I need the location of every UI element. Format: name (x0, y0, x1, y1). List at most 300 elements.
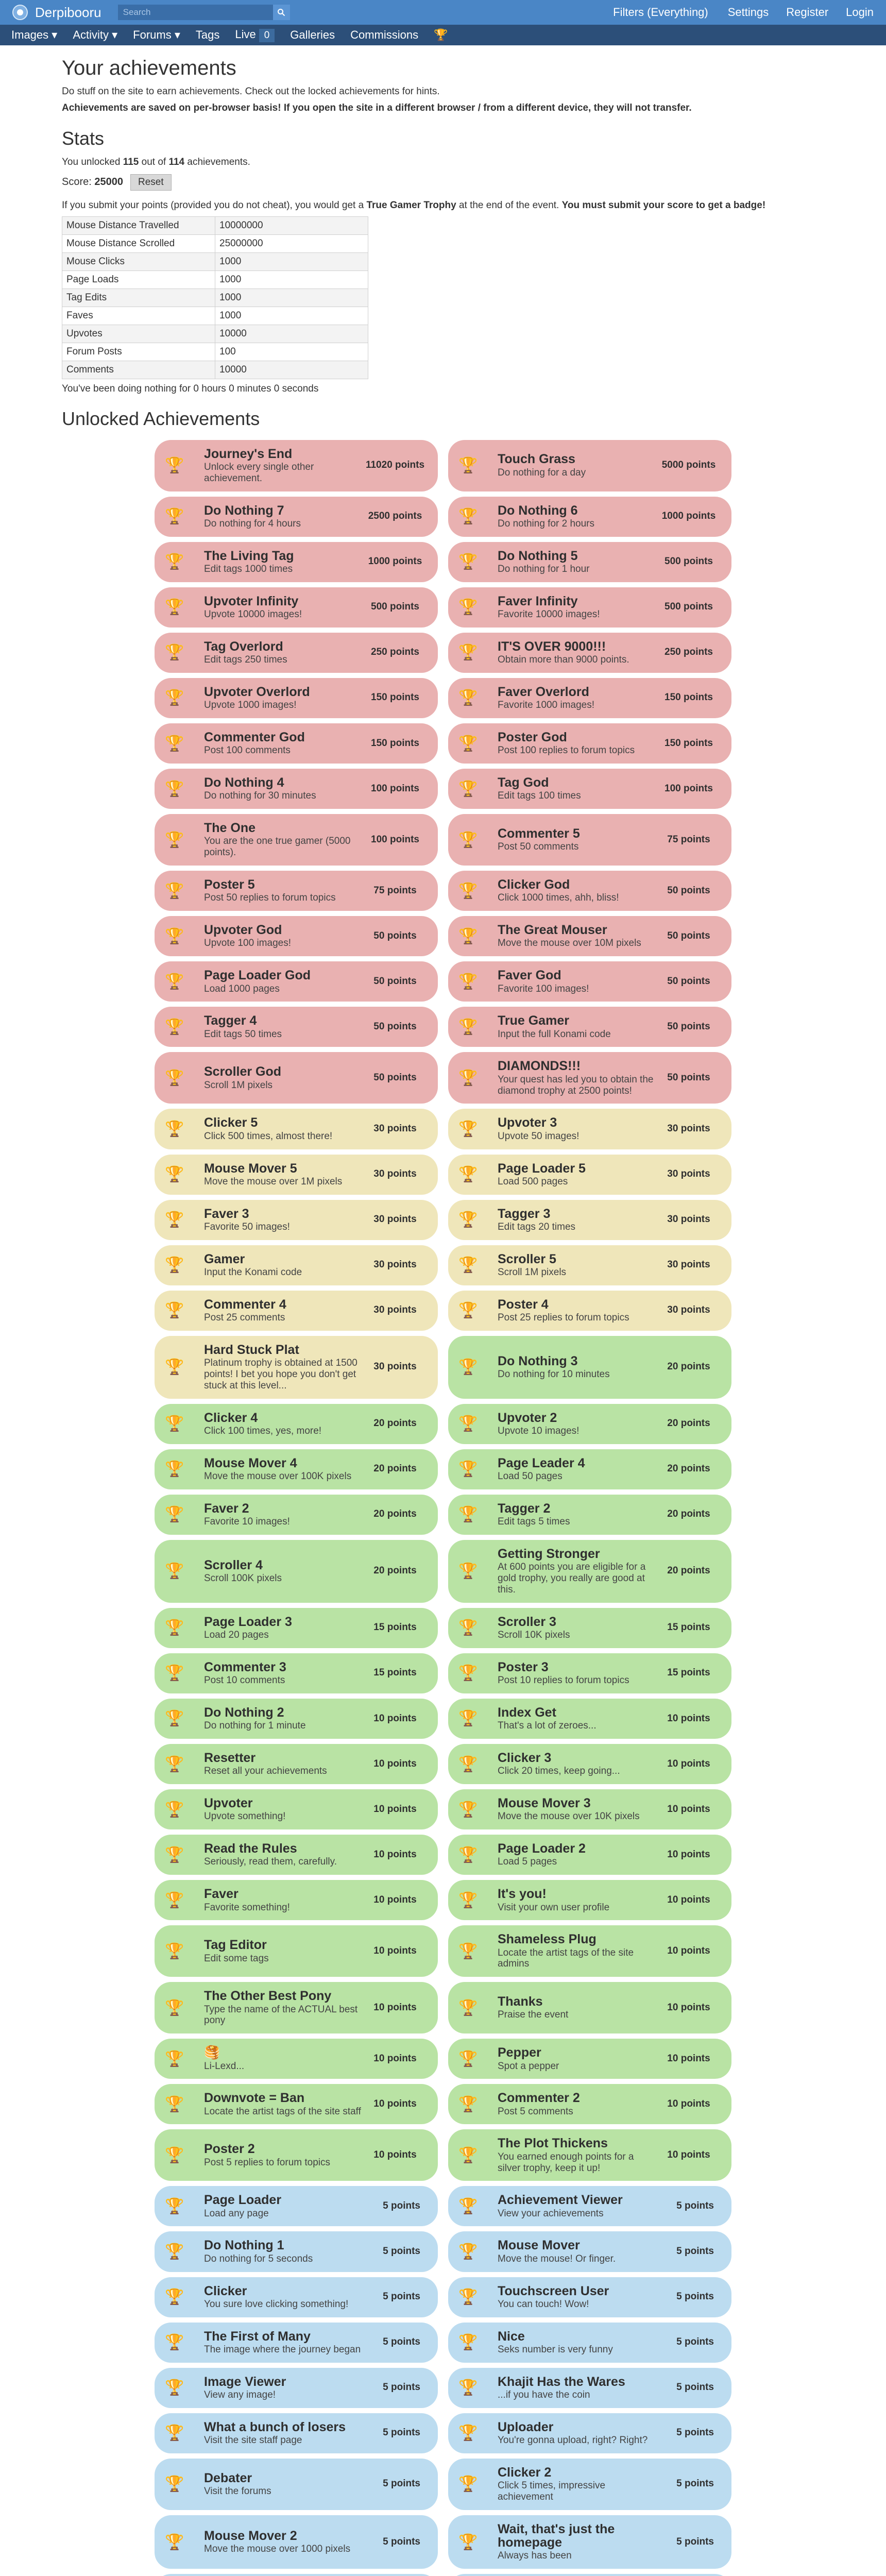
achievement-description: Praise the event (498, 2009, 569, 2021)
trophy-icon: 🏆 (458, 1619, 478, 1637)
achievement-points: 250 points (664, 647, 713, 658)
achievement-card (448, 2574, 731, 2576)
unlocked-pre: You unlocked (62, 157, 123, 168)
trophy-icon: 🏆 (165, 1120, 184, 1138)
achievement-text (204, 731, 362, 756)
achievement-description: You sure love clicking something! (204, 2298, 349, 2310)
achievement-text (498, 1751, 655, 1777)
achievement-card (155, 1200, 438, 1240)
achievement-card (448, 1449, 731, 1489)
achievement-card (155, 1495, 438, 1535)
trophy-icon: 🏆 (165, 2289, 184, 2306)
trophy-icon: 🏆 (165, 1942, 184, 1960)
achievement-description: Locate the artist tags of the site staff (204, 2106, 361, 2117)
achievement-description: Load 1000 pages (204, 983, 280, 994)
achievement-text (204, 821, 362, 858)
achievement-description: You can touch! Wow! (498, 2298, 589, 2310)
achievement-points: 5 points (383, 2246, 420, 2257)
nav-activity[interactable]: Activity ▾ (73, 28, 118, 41)
site-name[interactable]: Derpibooru (35, 4, 101, 20)
achievement-description: Post 100 replies to forum topics (498, 745, 635, 756)
achievement-name: Commenter 3 (204, 1659, 286, 1674)
achievement-name: Tagger 2 (498, 1501, 551, 1516)
achievement-card (448, 1653, 731, 1693)
trophy-icon: 🏆 (458, 1563, 478, 1580)
achievement-points: 5000 points (661, 460, 716, 471)
achievement-description: Do nothing for 1 hour (498, 563, 590, 574)
achievement-name: Shameless Plug (498, 1932, 597, 1947)
achievement-text (498, 827, 655, 853)
achievement-description: Click 100 times, yes, more! (204, 1425, 322, 1436)
trophy-icon: 🏆 (458, 735, 478, 752)
achievement-description: Upvote 50 images! (498, 1130, 580, 1142)
nav-galleries[interactable]: Galleries (290, 28, 335, 41)
achievement-text (204, 1660, 362, 1686)
achievement-points: 10 points (373, 2053, 417, 2064)
achievement-points: 5 points (676, 2536, 714, 2547)
achievement-description: Seks number is very funny (498, 2344, 613, 2355)
achievement-text (498, 1797, 655, 1822)
achievement-name: Faver 3 (204, 1206, 249, 1221)
achievement-text (204, 2330, 362, 2355)
achievement-card (155, 1925, 438, 1977)
achievement-text (204, 776, 362, 802)
achievement-name: Upvoter (204, 1796, 253, 1811)
achievement-name: Page Loader 5 (498, 1161, 586, 1176)
achievement-name: Upvoter God (204, 923, 282, 938)
achievement-card (448, 587, 731, 628)
achievement-points: 15 points (373, 1622, 417, 1633)
intro-warning (62, 101, 824, 115)
achievement-text (204, 2091, 362, 2117)
achievement-text (204, 1014, 362, 1040)
achievement-points: 50 points (667, 1072, 710, 1083)
trophy-icon: 🏆 (458, 1710, 478, 1727)
achievement-text (204, 640, 362, 666)
trophy-icon: 🏆 (165, 689, 184, 707)
achievement-name: Poster God (498, 730, 567, 744)
achievement-card (155, 633, 438, 673)
achievement-card (448, 871, 731, 911)
stats-row (62, 325, 368, 343)
trophy-icon: 🏆 (165, 1506, 184, 1523)
stat-value: 25000000 (215, 234, 368, 252)
achievement-description: Scroll 1M pixels (498, 1266, 567, 1278)
achievement-points: 30 points (373, 1361, 417, 1372)
achievement-card (448, 633, 731, 673)
achievement-points: 10 points (667, 2149, 710, 2160)
achievement-name: The Living Tag (204, 548, 294, 563)
achievement-description: Always has been (498, 2550, 572, 2562)
trophy-icon: 🏆 (165, 2197, 184, 2215)
achievement-name: Clicker 5 (204, 1115, 258, 1130)
trophy-icon: 🏆 (458, 2050, 478, 2067)
achievement-points: 100 points (664, 783, 713, 794)
achievement-name: Achievement Viewer (498, 2193, 623, 2208)
achievement-card (448, 2231, 731, 2272)
achievement-points: 10 points (667, 1894, 710, 1905)
trophy-icon: 🏆 (165, 1563, 184, 1580)
achievement-description: Obtain more than 9000 points. (498, 654, 629, 666)
stat-value: 1000 (215, 289, 368, 307)
header-right-links (613, 6, 874, 19)
achievement-description: Upvote 100 images! (204, 938, 291, 949)
achievement-description: Do nothing for 10 minutes (498, 1368, 610, 1380)
achievement-name: The One (204, 821, 256, 836)
achievement-card (448, 1699, 731, 1739)
achievement-name: Do Nothing 4 (204, 775, 284, 790)
achievement-card (155, 1155, 438, 1195)
achievement-card (448, 1155, 731, 1195)
trophy-icon: 🏆 (165, 2425, 184, 2442)
score-label: Score: (62, 176, 95, 188)
achievement-points: 50 points (373, 975, 417, 987)
achievement-text (498, 1615, 655, 1641)
achievement-text (204, 1252, 362, 1278)
achievement-name: Getting Stronger (498, 1546, 600, 1561)
nav-images[interactable]: Images ▾ (11, 28, 58, 41)
achievement-points: 5 points (676, 2478, 714, 2489)
trophy-icon: 🏆 (165, 644, 184, 662)
achievement-card (155, 2129, 438, 2181)
achievement-points: 20 points (667, 1361, 710, 1372)
trophy-icon: 🏆 (165, 1891, 184, 1909)
achievement-card (448, 1404, 731, 1444)
achievement-description: Load 500 pages (498, 1176, 568, 1187)
achievement-points: 10 points (373, 1758, 417, 1769)
achievement-name: Tag Overlord (204, 639, 283, 654)
achievement-description: Favorite 10000 images! (498, 608, 600, 620)
trophy-icon: 🏆 (458, 1257, 478, 1274)
achievement-name: Uploader (498, 2419, 554, 2434)
register-link[interactable]: Register (786, 6, 829, 19)
achievement-card (155, 871, 438, 911)
stats-row (62, 307, 368, 325)
achievement-points: 50 points (373, 1021, 417, 1032)
achievement-text (498, 1411, 655, 1437)
achievement-card (448, 2368, 731, 2408)
sub-navigation (0, 25, 886, 45)
trophy-icon: 🏆 (458, 1506, 478, 1523)
achievement-description: Move the mouse over 100K pixels (204, 1471, 352, 1482)
nav-commissions[interactable]: Commissions (350, 28, 419, 41)
achievement-text (204, 1343, 362, 1392)
achievement-name: Page Loader (204, 2193, 282, 2208)
achievement-text (204, 1842, 362, 1868)
achievement-card (448, 961, 731, 1002)
reset-button[interactable]: Reset (130, 174, 172, 191)
achievement-name: Wait, that's just the homepage (498, 2521, 615, 2550)
achievement-card (448, 723, 731, 764)
score-display (62, 176, 123, 188)
achievement-card (448, 497, 731, 537)
achievement-description: Do nothing for 1 minute (204, 1720, 306, 1732)
achievement-text (204, 2471, 362, 2497)
achievement-description: Favorite 10 images! (204, 1516, 290, 1528)
achievement-text (498, 640, 655, 666)
achievement-points: 30 points (373, 1123, 417, 1134)
achievement-name: Mouse Mover 3 (498, 1796, 591, 1811)
achievement-text (204, 1162, 362, 1188)
trophy-icon: 🏆 (165, 1755, 184, 1773)
trophy-icon: 🏆 (458, 2533, 478, 2551)
achievement-points: 2500 points (368, 511, 422, 522)
achievement-description: Do nothing for 30 minutes (204, 790, 316, 802)
achievement-card (448, 1880, 731, 1920)
achievement-description: Scroll 10K pixels (498, 1629, 570, 1640)
achievement-card (155, 2039, 438, 2079)
trophy-icon: 🏆 (458, 973, 478, 990)
achievement-name: Page Leader 4 (498, 1455, 585, 1470)
achievement-points: 30 points (667, 1304, 710, 1316)
trophy-icon: 🏆 (458, 457, 478, 474)
achievement-text (204, 1615, 362, 1641)
trophy-icon: 🏆 (165, 2095, 184, 2113)
achievement-text (204, 1065, 362, 1091)
achievement-points: 10 points (373, 1894, 417, 1905)
achievement-description: Li-Lexd... (204, 2060, 245, 2072)
trophy-icon: 🏆 (165, 599, 184, 616)
achievement-card (448, 1109, 731, 1149)
settings-link[interactable]: Settings (727, 6, 769, 19)
achievement-card (155, 2459, 438, 2510)
achievement-description: Move the mouse over 1000 pixels (204, 2544, 351, 2555)
achievement-description: Click 500 times, almost there! (204, 1130, 333, 1142)
achievement-points: 50 points (667, 1021, 710, 1032)
achievement-name: Tag God (498, 775, 549, 790)
achievement-points: 10 points (667, 1849, 710, 1860)
trophy-icon: 🏆 (165, 2476, 184, 2493)
achievement-name: Tagger 4 (204, 1013, 257, 1028)
achievement-points: 10 points (667, 1803, 710, 1815)
trophy-icon: 🏆 (165, 2146, 184, 2164)
stat-value: 1000 (215, 270, 368, 289)
achievement-card (155, 1540, 438, 1603)
achievement-points: 30 points (373, 1259, 417, 1270)
achievement-description: Click 5 times, impressive achievement (498, 2480, 606, 2503)
stat-label: Forum Posts (62, 343, 215, 361)
achievement-description: Move the mouse over 10K pixels (498, 1811, 640, 1822)
trophy-icon: 🏆 (458, 1211, 478, 1229)
search-input[interactable] (118, 5, 272, 20)
achievement-description: The image where the journey began (204, 2344, 361, 2355)
achievement-text (204, 2142, 362, 2168)
achievement-text (498, 1207, 655, 1233)
achievement-card (448, 1245, 731, 1285)
achievement-name: Page Loader 3 (204, 1614, 292, 1629)
achievement-description: Do nothing for 4 hours (204, 518, 301, 529)
achievement-text (498, 1059, 655, 1096)
achievement-card (448, 2515, 731, 2569)
achievement-name: Faver Infinity (498, 594, 578, 608)
achievement-description: Load 5 pages (498, 1856, 557, 1868)
achievement-name: Do Nothing 7 (204, 503, 284, 518)
achievement-points: 20 points (667, 1463, 710, 1475)
stats-row (62, 361, 368, 379)
achievement-text (498, 2522, 655, 2562)
achievement-name: Do Nothing 2 (204, 1705, 284, 1720)
stats-title: Stats (62, 128, 105, 149)
achievement-text (498, 1887, 655, 1913)
achievement-card (448, 1291, 731, 1331)
trophy-icon: 🏆 (165, 1665, 184, 1682)
trophy-icon: 🏆 (458, 2476, 478, 2493)
site-logo-icon[interactable] (12, 5, 28, 20)
trophy-icon: 🏆 (165, 2533, 184, 2551)
achievement-name: Touchscreen User (498, 2283, 609, 2298)
achievement-card (155, 1245, 438, 1285)
achievement-text (204, 1887, 362, 1913)
nav-live[interactable] (235, 28, 275, 42)
achievement-card (155, 916, 438, 956)
trophy-icon: 🏆 (165, 2050, 184, 2067)
achievement-card (155, 1291, 438, 1331)
achievement-text (204, 1751, 362, 1777)
nav-trophy-icon[interactable]: 🏆 (434, 28, 448, 41)
achievement-card (155, 769, 438, 809)
achievement-name: Faver 2 (204, 1501, 249, 1516)
achievement-name: The Plot Thickens (498, 2136, 608, 2151)
trophy-icon: 🏆 (165, 2334, 184, 2351)
stat-label: Faves (62, 307, 215, 325)
main-content (0, 45, 886, 2576)
achievement-points: 30 points (667, 1259, 710, 1270)
achievement-card (155, 1880, 438, 1920)
achievement-points: 10 points (667, 2002, 710, 2013)
achievement-description: Move the mouse over 1M pixels (204, 1176, 343, 1187)
achievement-points: 150 points (664, 692, 713, 703)
trophy-icon: 🏆 (165, 1166, 184, 1183)
achievement-points: 50 points (667, 930, 710, 941)
unlocked-achievements-title: Unlocked Achievements (62, 408, 260, 429)
achievement-name: The First of Many (204, 2329, 311, 2344)
trophy-icon: 🏆 (458, 1891, 478, 1909)
achievement-description: At 600 points you are eligible for a gold trophy, you really are good at this. (498, 1562, 646, 1595)
achievement-card (448, 2186, 731, 2226)
achievement-description: Unlock every single other achievement. (204, 461, 314, 484)
achievement-points: 15 points (373, 1667, 417, 1679)
achievement-text (204, 2375, 362, 2401)
achievement-card (155, 2323, 438, 2363)
achievement-text (498, 1547, 655, 1596)
filters-link[interactable]: Filters (Everything) (613, 6, 708, 19)
achievement-points: 20 points (667, 1509, 710, 1520)
achievement-description: Visit your own user profile (498, 1902, 610, 1913)
achievement-description: Scroll 1M pixels (204, 1079, 273, 1091)
achievement-name: Khajit Has the Wares (498, 2374, 625, 2389)
achievement-text (498, 1502, 655, 1528)
achievement-description: Edit tags 5 times (498, 1516, 570, 1528)
magnifier-icon (277, 8, 285, 16)
achievement-card (155, 1109, 438, 1149)
login-link[interactable]: Login (846, 6, 874, 19)
achievement-name: Faver Overlord (498, 684, 589, 699)
achievement-card (448, 2323, 731, 2363)
nav-tags[interactable]: Tags (195, 28, 220, 41)
achievement-card (155, 1608, 438, 1648)
achievement-card (155, 2277, 438, 2317)
trophy-icon: 🏆 (458, 1302, 478, 1319)
achievement-points: 150 points (371, 737, 419, 749)
trophy-icon: 🏆 (165, 2379, 184, 2397)
achievement-name: Commenter 4 (204, 1297, 286, 1312)
achievements-grid (155, 440, 731, 2576)
trophy-icon: 🏆 (165, 1415, 184, 1433)
achievement-description: That's a lot of zeroes... (498, 1720, 597, 1732)
achievement-points: 10 points (667, 2053, 710, 2064)
stat-label: Mouse Distance Travelled (62, 216, 215, 234)
achievement-card (155, 2368, 438, 2408)
trophy-icon: 🏆 (165, 1710, 184, 1727)
achievement-points: 10 points (373, 1945, 417, 1956)
search-box (118, 5, 290, 20)
achievement-description: Edit some tags (204, 1953, 269, 1964)
achievement-points: 5 points (383, 2427, 420, 2438)
achievement-name: Upvoter Infinity (204, 594, 299, 608)
achievement-name: Debater (204, 2470, 252, 2485)
achievement-card (155, 814, 438, 866)
achievement-text (498, 452, 655, 478)
achievement-points: 50 points (667, 885, 710, 896)
achievement-text (204, 1706, 362, 1732)
achievement-card (155, 1404, 438, 1444)
achievement-card (448, 1835, 731, 1875)
trophy-icon: 🏆 (458, 689, 478, 707)
achievement-text (498, 923, 655, 949)
achievement-text (498, 1116, 655, 1142)
achievement-points: 30 points (667, 1168, 710, 1180)
achievement-text (204, 1797, 362, 1822)
achievement-name: Clicker 3 (498, 1751, 552, 1765)
stat-label: Upvotes (62, 325, 215, 343)
achievement-text (498, 2466, 655, 2503)
achievement-description: Favorite 100 images! (498, 983, 589, 994)
achievement-card (155, 1336, 438, 1399)
trophy-icon: 🏆 (165, 1999, 184, 2016)
trophy-icon: 🏆 (165, 1257, 184, 1274)
achievement-card (155, 1653, 438, 1693)
achievement-card (448, 1052, 731, 1104)
achievement-text (204, 969, 362, 994)
achievement-description: Post 50 replies to forum topics (204, 892, 336, 904)
trophy-icon: 🏆 (458, 553, 478, 571)
achievement-description: Load any page (204, 2208, 269, 2219)
achievement-card (448, 1495, 731, 1535)
achievement-name: Tag Editor (204, 1938, 267, 1953)
achievement-points: 75 points (373, 885, 417, 896)
achievement-card (448, 1608, 731, 1648)
achievement-name: Do Nothing 5 (498, 548, 578, 563)
achievement-text (204, 1938, 362, 1964)
trophy-icon: 🏆 (165, 927, 184, 945)
nav-forums[interactable]: Forums ▾ (133, 28, 180, 41)
achievement-name: Upvoter 3 (498, 1115, 557, 1130)
achievement-name: The Great Mouser (498, 923, 607, 938)
achievement-card (448, 769, 731, 809)
achievement-description: Favorite something! (204, 1902, 290, 1913)
achievement-description: Upvote something! (204, 1811, 286, 1822)
achievement-description: Upvote 1000 images! (204, 700, 297, 711)
search-button[interactable] (272, 5, 290, 20)
achievement-description: Favorite 1000 images! (498, 700, 594, 711)
achievement-text (204, 2284, 362, 2310)
achievement-text (498, 1162, 655, 1188)
achievement-card (155, 678, 438, 718)
gamer-trophy-name: True Gamer Trophy (366, 199, 456, 211)
achievement-card (448, 1007, 731, 1047)
achievement-points: 10 points (667, 2098, 710, 2109)
achievement-description: Do nothing for 5 seconds (204, 2253, 313, 2264)
